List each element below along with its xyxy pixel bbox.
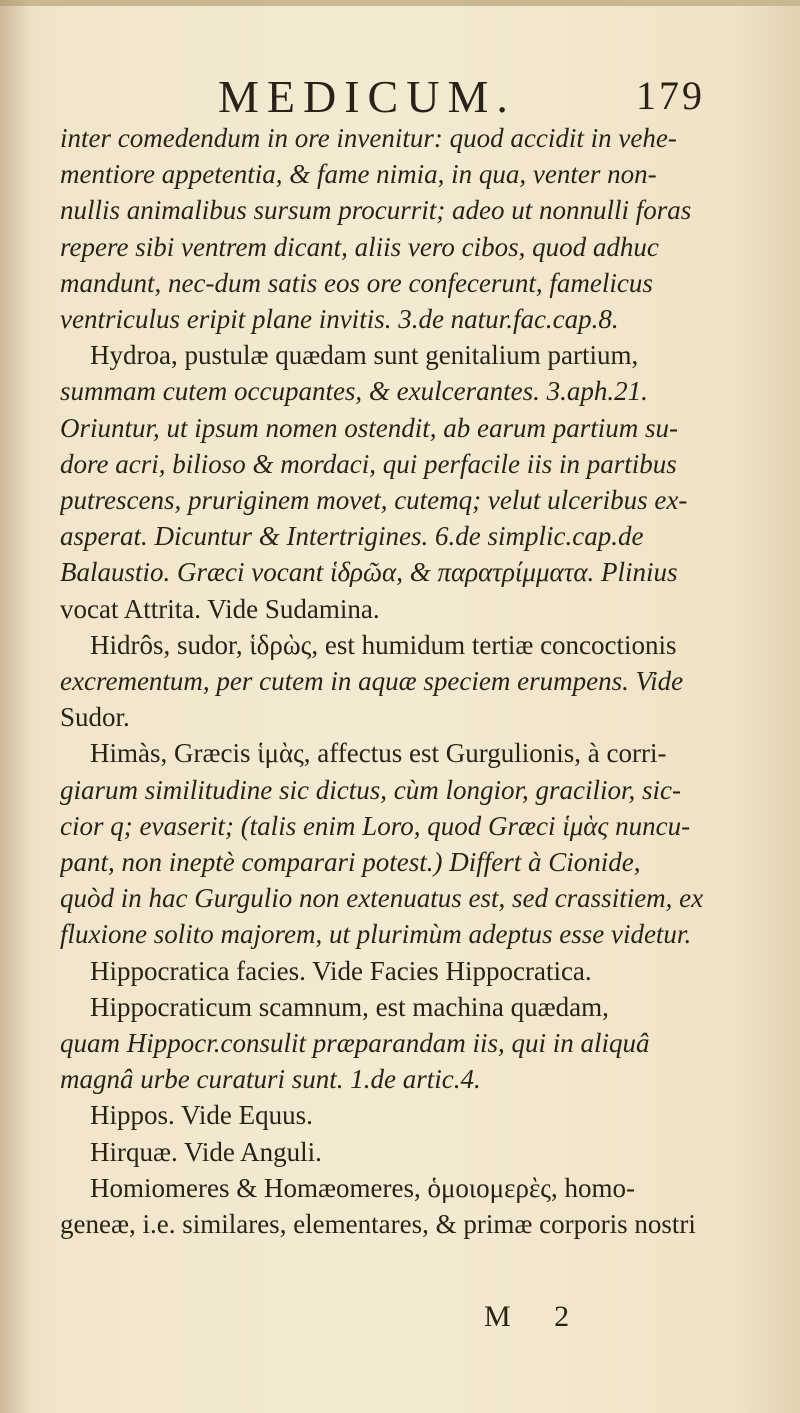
text-line: Balaustio. Græci vocant ἱδρῶα, & παρατρίμματα. Plinius — [60, 557, 678, 588]
text-line: vocat Attrita. Vide Sudamina. — [60, 593, 380, 624]
entry-hippos: Hippos. Vide Equus. — [90, 1100, 313, 1131]
page-edge — [0, 0, 800, 6]
text-line: nullis animalibus sursum procurrit; adeo ut nonnulli foras — [60, 195, 692, 226]
text-line: mandunt, nec-dum satis eos ore confecerunt, famelicus — [60, 267, 653, 298]
text-line: putrescens, pruriginem movet, cutemq; velut ulceribus ex- — [60, 485, 688, 516]
entry-homiomeres: Homiomeres & Homæomeres, ὁμοιομερὲς, homo- — [90, 1172, 635, 1203]
text-line: cior q; evaserit; (talis enim Loro, quod Græci ἱμὰς nuncu- — [60, 810, 691, 841]
body-text — [60, 120, 750, 1242]
text-line: Oriuntur, ut ipsum nomen ostendit, ab earum partium su- — [60, 412, 679, 443]
entry-himas: Himàs, Græcis ἱμὰς, affectus est Gurgulionis, à corri- — [90, 738, 667, 769]
text-line: magnâ urbe curaturi sunt. 1.de artic.4. — [60, 1064, 481, 1095]
binding-shadow — [0, 0, 30, 1413]
text-line: quam Hippocr.consulit præparandam iis, qui in aliquâ — [60, 1028, 650, 1059]
text-line: fluxione solito majorem, ut plurimùm adeptus esse videtur. — [60, 919, 692, 950]
text-line: geneæ, i.e. similares, elementares, & primæ corporis nostri — [60, 1209, 696, 1240]
entry-hirquae: Hirquæ. Vide Anguli. — [90, 1136, 322, 1167]
text-line: pant, non ineptè comparari potest.) Differt à Cionide, — [60, 847, 641, 878]
text-line: inter comedendum in ore invenitur: quod accidit in vehe- — [60, 123, 677, 153]
text-line: repere sibi ventrem dicant, aliis vero cibos, quod adhuc — [60, 231, 659, 262]
text-line: asperat. Dicuntur & Intertrigines. 6.de simplic.cap.de — [60, 521, 644, 552]
page-number: 179 — [636, 73, 705, 118]
text-line: giarum similitudine sic dictus, cùm longior, gracilior, sic- — [60, 774, 681, 805]
entry-hippocraticum-scamnum: Hippocraticum scamnum, est machina quædam, — [90, 991, 609, 1022]
entry-hidros: Hidrôs, sudor, ἱδρὼς, est humidum tertiæ concoctionis — [90, 629, 677, 660]
entry-hippocratica-facies: Hippocratica facies. Vide Facies Hippocratica. — [90, 955, 592, 986]
text-line: Sudor. — [60, 702, 130, 733]
running-head: MEDICUM. — [218, 71, 516, 122]
text-line: mentiore appetentia, & fame nimia, in qua, venter non- — [60, 159, 657, 190]
text-line: quòd in hac Gurgulio non extenuatus est, sed crassitiem, ex — [60, 883, 704, 914]
text-line: excrementum, per cutem in aquæ speciem erumpens. Vide — [60, 666, 684, 697]
entry-hydroa: Hydroa, pustulæ quædam sunt genitalium partium, — [90, 340, 639, 371]
catchword: M 2 — [484, 1300, 588, 1333]
text-line: summam cutem occupantes, & exulcerantes. 3.aph.21. — [60, 376, 648, 407]
text-line: dore acri, bilioso & mordaci, qui perfacile iis in partibus — [60, 448, 677, 479]
text-line: ventriculus eripit plane invitis. 3.de natur.fac.cap.8. — [60, 304, 619, 335]
